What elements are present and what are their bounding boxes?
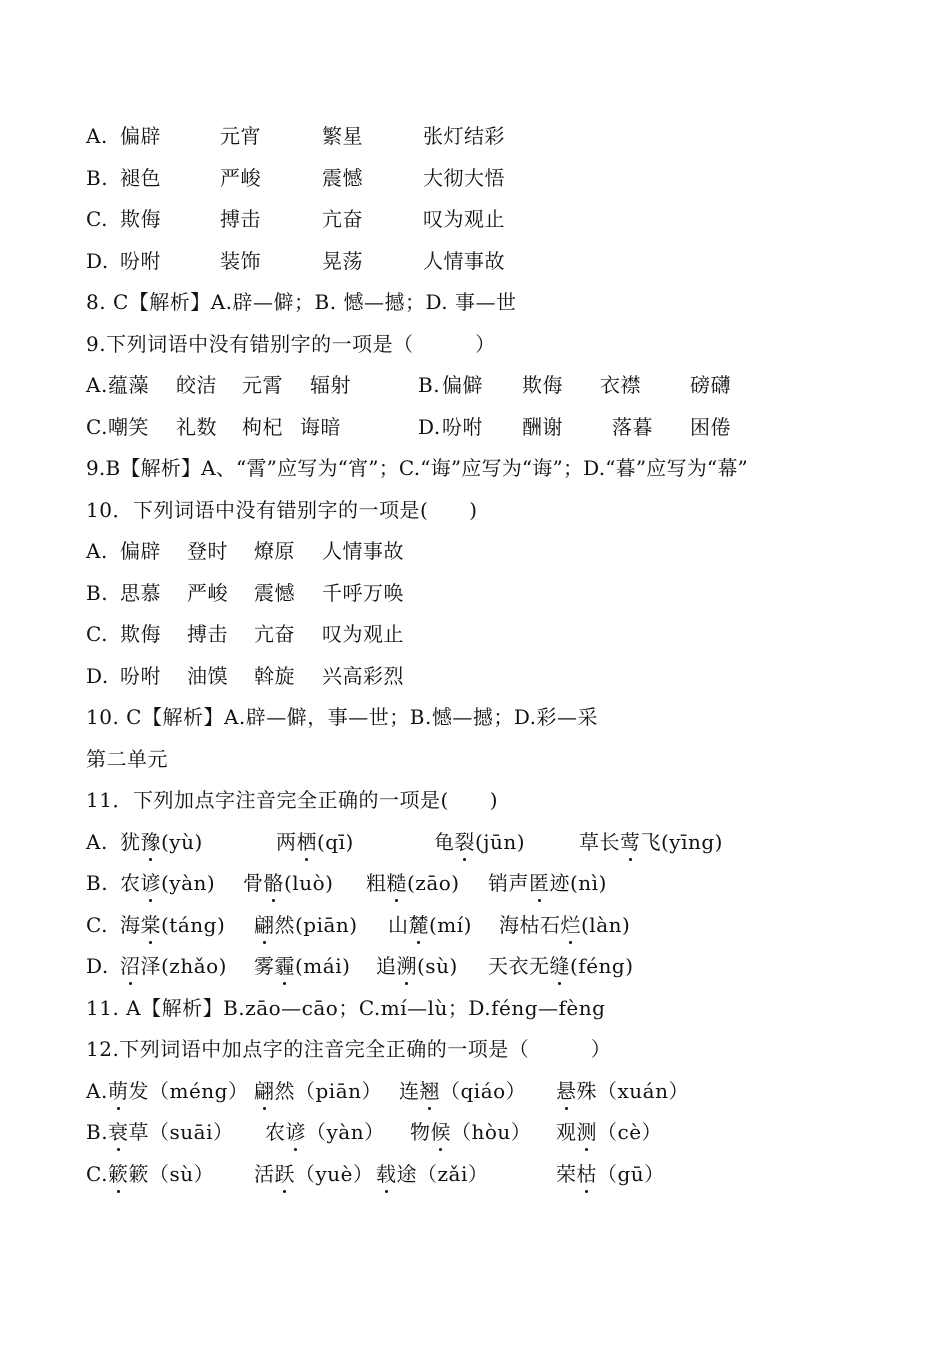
dotted-char: 翩 bbox=[254, 1076, 275, 1106]
option-word: 困倦 bbox=[690, 415, 731, 439]
q10-option-c bbox=[86, 619, 404, 649]
dotted-char: 载 bbox=[376, 1159, 397, 1189]
option-word: 褪色 bbox=[120, 166, 161, 190]
dotted-char: 缝 bbox=[550, 951, 571, 981]
q9-question: 9.下列词语中没有错别字的一项是（ ） bbox=[86, 332, 496, 356]
option-word: 元霄 bbox=[242, 373, 283, 397]
pinyin-item: 簌簌（sù） bbox=[108, 1159, 214, 1189]
option-label: D. bbox=[86, 664, 109, 688]
dotted-char: 骼 bbox=[264, 868, 285, 898]
section-title: 第二单元 bbox=[86, 747, 168, 771]
option-word: 吩咐 bbox=[120, 664, 161, 688]
pinyin-item: 沼泽(zhǎo) bbox=[120, 951, 227, 981]
q10-option-a bbox=[86, 536, 404, 566]
option-word: 枸杞 bbox=[242, 415, 283, 439]
option-word: 张灯结彩 bbox=[423, 124, 505, 148]
option-word: 搏击 bbox=[220, 207, 261, 231]
option-word: 落暮 bbox=[612, 415, 653, 439]
option-word: 诲暗 bbox=[300, 415, 341, 439]
option-label: A. bbox=[86, 830, 108, 854]
option-label: C. bbox=[86, 622, 108, 646]
option-word: 礼数 bbox=[176, 415, 217, 439]
pinyin-item: 两栖(qī) bbox=[276, 827, 354, 857]
option-word: 亢奋 bbox=[322, 207, 363, 231]
q10-question: 10．下列词语中没有错别字的一项是( ) bbox=[86, 498, 478, 522]
pinyin-item: 粗糙(zāo) bbox=[366, 868, 460, 898]
q12-option-a bbox=[86, 1076, 689, 1106]
pinyin-item: 翩然(piān) bbox=[254, 910, 358, 940]
dotted-char: 谚 bbox=[286, 1117, 307, 1147]
q10-option-b bbox=[86, 578, 404, 608]
option-word: 亢奋 bbox=[254, 622, 295, 646]
q10-answer: 10. C【解析】A.辟—僻，事—世；B.憾—撼；D.彩—采 bbox=[86, 705, 599, 729]
q11-question: 11．下列加点字注音完全正确的一项是( ) bbox=[86, 788, 499, 812]
option-word: 震憾 bbox=[254, 581, 295, 605]
option-label: A. bbox=[86, 124, 108, 148]
option-word: 人情事故 bbox=[322, 539, 404, 563]
option-label: B. bbox=[86, 1120, 109, 1144]
dotted-char: 衰 bbox=[108, 1117, 129, 1147]
pinyin-item: 龟裂(jūn) bbox=[434, 827, 525, 857]
pinyin-item: 销声匿迹(nì) bbox=[488, 868, 607, 898]
pinyin-item: 萌发（méng） bbox=[108, 1076, 248, 1106]
option-word: 元宵 bbox=[220, 124, 261, 148]
option-label: B. bbox=[86, 581, 109, 605]
pinyin-item: 悬殊（xuán） bbox=[556, 1076, 689, 1106]
option-word: 磅礴 bbox=[690, 373, 731, 397]
q7-option-c bbox=[86, 204, 505, 234]
dotted-char: 匿 bbox=[529, 868, 550, 898]
option-word: 衣襟 bbox=[600, 373, 641, 397]
pinyin-item: 荣枯（gū） bbox=[556, 1159, 665, 1189]
option-word: 严峻 bbox=[220, 166, 261, 190]
q11-option-c bbox=[86, 910, 631, 940]
option-word: 偏僻 bbox=[442, 373, 483, 397]
pinyin-item: 活跃（yuè） bbox=[254, 1159, 374, 1189]
dotted-char: 候 bbox=[431, 1117, 452, 1147]
dotted-char: 簌 bbox=[108, 1159, 129, 1189]
option-label: C. bbox=[86, 415, 108, 439]
dotted-char: 谚 bbox=[141, 868, 162, 898]
option-label: A. bbox=[86, 1079, 108, 1103]
option-label: C. bbox=[86, 207, 108, 231]
dotted-char: 霾 bbox=[275, 951, 296, 981]
dotted-char: 棠 bbox=[141, 910, 162, 940]
option-word: 皎洁 bbox=[176, 373, 217, 397]
pinyin-item: 农谚(yàn) bbox=[120, 868, 215, 898]
option-label: C. bbox=[86, 913, 108, 937]
option-word: 油馍 bbox=[187, 664, 228, 688]
option-label: D. bbox=[86, 954, 109, 978]
q12-option-b bbox=[86, 1117, 663, 1147]
dotted-char: 翘 bbox=[420, 1076, 441, 1106]
option-word: 吩咐 bbox=[120, 249, 161, 273]
pinyin-item: 翩然（piān） bbox=[254, 1076, 382, 1106]
option-label: B. bbox=[86, 166, 109, 190]
option-word: 大彻大悟 bbox=[423, 166, 505, 190]
q8-answer: 8. C【解析】A.辟—僻；B. 憾—撼；D. 事—世 bbox=[86, 290, 517, 314]
option-word: 思慕 bbox=[120, 581, 161, 605]
q11-option-b bbox=[86, 868, 607, 898]
dotted-char: 测 bbox=[577, 1117, 598, 1147]
pinyin-item: 草长莺飞(yīng) bbox=[579, 827, 723, 857]
option-word: 叹为观止 bbox=[423, 207, 505, 231]
dotted-char: 悬 bbox=[556, 1076, 577, 1106]
option-label: B. bbox=[418, 373, 441, 397]
option-word: 燎原 bbox=[254, 539, 295, 563]
option-word: 登时 bbox=[187, 539, 228, 563]
option-word: 叹为观止 bbox=[322, 622, 404, 646]
pinyin-item: 追溯(sù) bbox=[376, 951, 458, 981]
pinyin-item: 山麓(mí) bbox=[388, 910, 472, 940]
q12-option-c bbox=[86, 1159, 665, 1189]
dotted-char: 沼 bbox=[120, 951, 141, 981]
option-word: 偏辟 bbox=[120, 539, 161, 563]
pinyin-item: 天衣无缝(féng) bbox=[488, 951, 634, 981]
option-word: 吩咐 bbox=[442, 415, 483, 439]
pinyin-item: 物候（hòu） bbox=[410, 1117, 531, 1147]
dotted-char: 栖 bbox=[297, 827, 318, 857]
pinyin-item: 雾霾(mái) bbox=[254, 951, 350, 981]
option-word: 繁星 bbox=[322, 124, 363, 148]
option-word: 人情事故 bbox=[423, 249, 505, 273]
option-label: D. bbox=[86, 249, 109, 273]
dotted-char: 溯 bbox=[397, 951, 418, 981]
pinyin-item: 犹豫(yù) bbox=[120, 827, 203, 857]
q9-answer: 9.B【解析】A、“霄”应写为“宵”；C.“诲”应写为“诲”；D.“暮”应写为“幕” bbox=[86, 456, 748, 480]
pinyin-item: 农谚（yàn） bbox=[265, 1117, 385, 1147]
option-word: 晃荡 bbox=[322, 249, 363, 273]
option-word: 嘲笑 bbox=[108, 415, 149, 439]
dotted-char: 糙 bbox=[387, 868, 408, 898]
option-word: 欺侮 bbox=[120, 622, 161, 646]
option-label: D. bbox=[418, 415, 441, 439]
q7-option-b bbox=[86, 163, 505, 193]
pinyin-item: 骨骼(luò) bbox=[243, 868, 333, 898]
dotted-char: 莺 bbox=[620, 827, 641, 857]
q9-row-ab bbox=[86, 370, 731, 400]
q12-question: 12.下列词语中加点字的注音完全正确的一项是（ ） bbox=[86, 1037, 612, 1061]
pinyin-item: 海棠(táng) bbox=[120, 910, 225, 940]
q11-option-d bbox=[86, 951, 634, 981]
pinyin-item: 衰草（suāi） bbox=[108, 1117, 233, 1147]
pinyin-item: 观测（cè） bbox=[556, 1117, 662, 1147]
q11-answer: 11. A【解析】B.zāo—cāo；C.mí—lù；D.féng—fèng bbox=[86, 996, 606, 1020]
option-word: 酬谢 bbox=[522, 415, 563, 439]
option-label: C. bbox=[86, 1162, 108, 1186]
option-label: A. bbox=[86, 373, 108, 397]
q10-option-d bbox=[86, 661, 404, 691]
dotted-char: 萌 bbox=[108, 1076, 129, 1106]
option-word: 装饰 bbox=[220, 249, 261, 273]
option-word: 辐射 bbox=[310, 373, 351, 397]
q9-row-cd bbox=[86, 412, 731, 442]
option-word: 蕴藻 bbox=[108, 373, 149, 397]
option-word: 震憾 bbox=[322, 166, 363, 190]
option-label: B. bbox=[86, 871, 109, 895]
option-word: 严峻 bbox=[187, 581, 228, 605]
option-word: 兴高彩烈 bbox=[322, 664, 404, 688]
dotted-char: 麓 bbox=[409, 910, 430, 940]
dotted-char: 裂 bbox=[455, 827, 476, 857]
dotted-char: 跃 bbox=[275, 1159, 296, 1189]
pinyin-item: 海枯石烂(làn) bbox=[499, 910, 630, 940]
option-word: 千呼万唤 bbox=[322, 581, 404, 605]
option-label: A. bbox=[86, 539, 108, 563]
pinyin-item: 载途（zǎi） bbox=[376, 1159, 488, 1189]
dotted-char: 翩 bbox=[254, 910, 275, 940]
option-word: 斡旋 bbox=[254, 664, 295, 688]
option-word: 欺侮 bbox=[522, 373, 563, 397]
option-word: 欺侮 bbox=[120, 207, 161, 231]
q11-option-a bbox=[86, 827, 723, 857]
dotted-char: 枯 bbox=[577, 1159, 598, 1189]
option-word: 搏击 bbox=[187, 622, 228, 646]
option-word: 偏辟 bbox=[120, 124, 161, 148]
q7-option-a bbox=[86, 121, 505, 151]
q7-option-d bbox=[86, 246, 505, 276]
dotted-char: 烂 bbox=[561, 910, 582, 940]
pinyin-item: 连翘（qiáo） bbox=[399, 1076, 526, 1106]
dotted-char: 豫 bbox=[141, 827, 162, 857]
